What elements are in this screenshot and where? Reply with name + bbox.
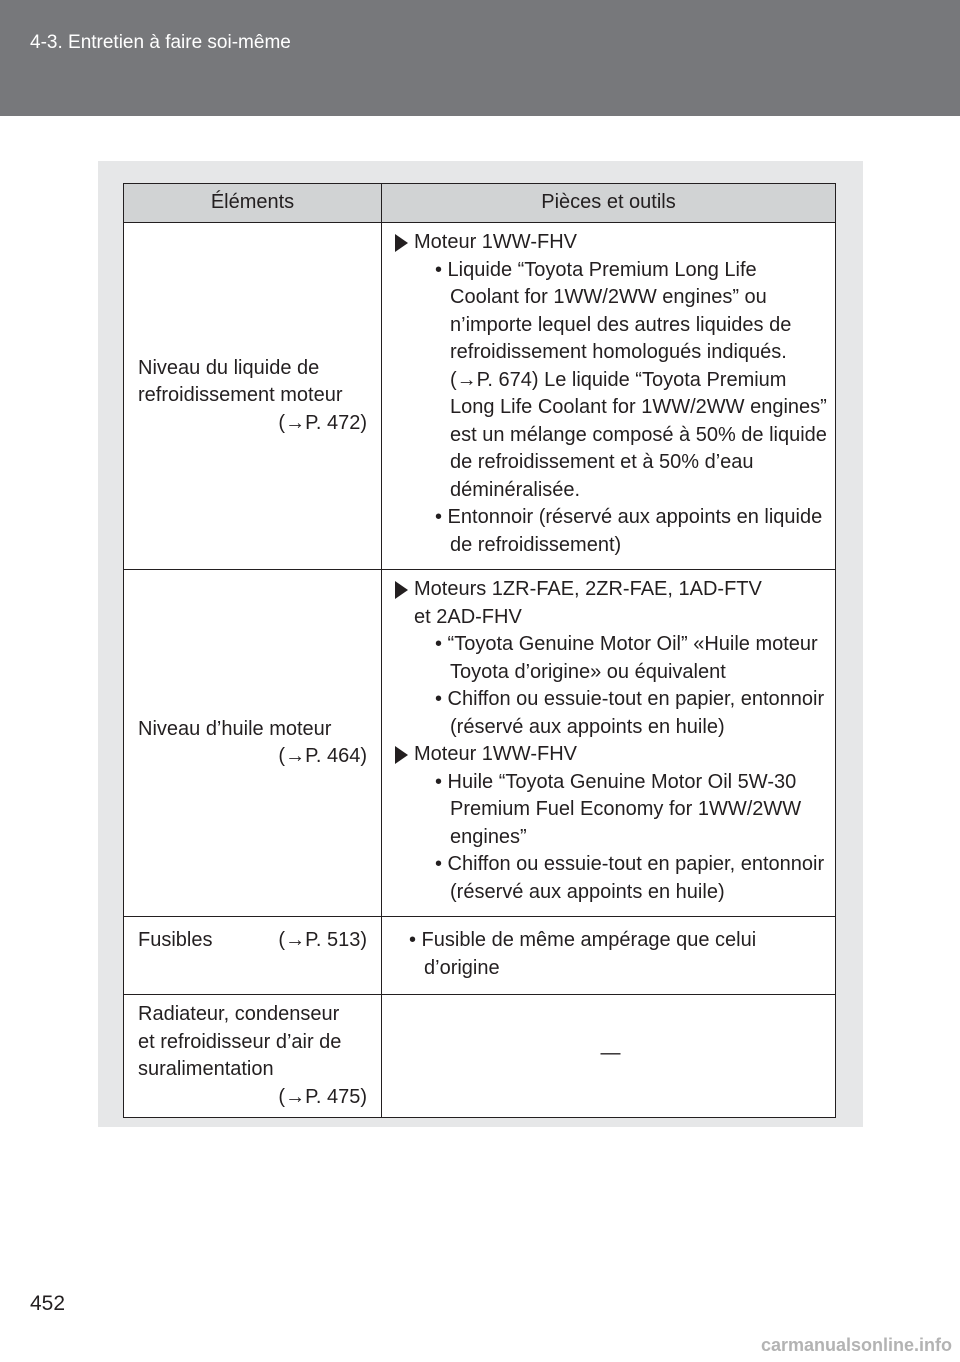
page-header (0, 0, 960, 116)
table-row (124, 995, 836, 1118)
triangle-marker-icon (395, 746, 408, 764)
item-cell (124, 570, 382, 917)
item-label-line: Niveau du liquide de (138, 356, 320, 379)
column-header-items: Éléments (124, 184, 382, 223)
engine-label: Moteur 1WW-FHV (414, 743, 577, 765)
item-label: Niveau d’huile moteur (138, 717, 332, 740)
watermark-text: carmanualsonline.info (760, 1335, 952, 1355)
bullet-item: • Huile “Toyota Genuine Motor Oil 5W-30 Premium Fuel Economy for 1WW/2WW engines” (435, 770, 802, 848)
item-cell (124, 223, 382, 570)
table-row (124, 570, 836, 917)
bullet-item: • Liquide “Toyota Premium Long Life Coolant for 1WW/2WW engines” ou n’importe lequel des autres liquides de refroidissement homologués indiqués. (→P. 674) Le liquide “Toyota Premium Long Life Coolant for 1WW/2WW engines” est un mélange composé à 50% de liquide de refroidissement et à 50% d’eau déminéralisée. (435, 258, 827, 501)
item-cell (124, 995, 382, 1118)
engine-label-continued: et 2AD-FHV (414, 605, 522, 628)
maintenance-parts-table (123, 183, 836, 1118)
table-header-row (124, 184, 836, 223)
bullet-item: • Chiffon ou essuie-tout en papier, entonnoir (réservé aux appoints en huile) (435, 688, 825, 738)
triangle-marker-icon (395, 234, 408, 252)
page-number: 452 (30, 1292, 66, 1315)
item-label-line: et refroidisseur d’air de (138, 1030, 342, 1053)
page-reference: (→P. 475) (278, 1085, 367, 1108)
table-row (124, 917, 836, 995)
item-label-line: refroidissement moteur (138, 384, 343, 407)
item-label-line: suralimentation (138, 1058, 274, 1080)
item-label-line: Radiateur, condenseur (138, 1003, 340, 1025)
triangle-marker-icon (395, 581, 408, 599)
page-reference: (→P. 472) (278, 411, 367, 434)
column-header-parts: Pièces et outils (382, 184, 836, 223)
bullet-item: • “Toyota Genuine Motor Oil” «Huile moteur Toyota d’origine» ou équivalent (435, 633, 818, 683)
page-reference: (→P. 464) (278, 745, 367, 767)
table-row (124, 223, 836, 570)
parts-cell (382, 570, 836, 917)
section-title: 4-3. Entretien à faire soi-même (30, 32, 291, 53)
item-cell (124, 917, 382, 995)
parts-cell (382, 917, 836, 995)
item-label: Fusibles (138, 929, 213, 951)
engine-label: Moteurs 1ZR-FAE, 2ZR-FAE, 1AD-FTV (414, 578, 762, 600)
bullet-item: • Chiffon ou essuie-tout en papier, entonnoir (réservé aux appoints en huile) (435, 853, 825, 903)
parts-cell-empty: — (382, 995, 836, 1118)
engine-label: Moteur 1WW-FHV (414, 231, 577, 253)
parts-cell (382, 223, 836, 570)
page-reference: (→P. 513) (278, 929, 367, 951)
bullet-item: • Fusible de même ampérage que celui d’origine (409, 929, 757, 979)
bullet-item: • Entonnoir (réservé aux appoints en liquide de refroidissement) (435, 506, 823, 556)
